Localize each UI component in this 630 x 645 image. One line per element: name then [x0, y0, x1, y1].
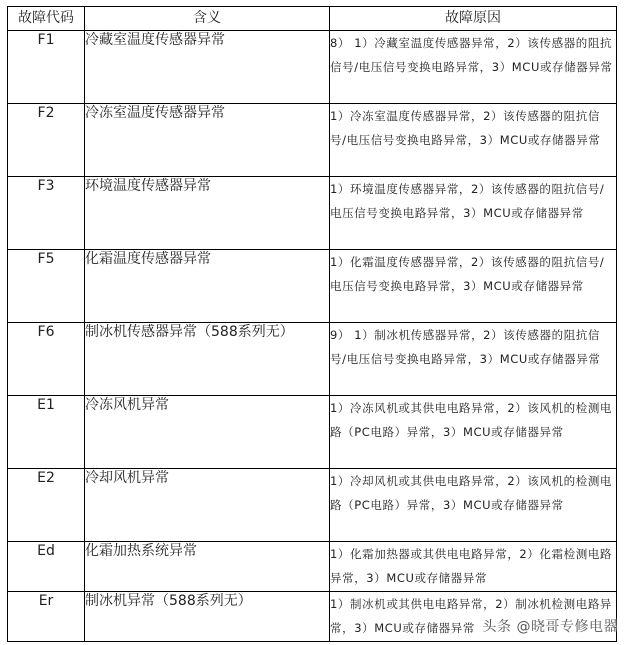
fault-meaning: 化霜加热系统异常	[85, 542, 330, 592]
fault-meaning: 环境温度传感器异常	[85, 177, 330, 250]
header-meaning: 含义	[85, 7, 330, 31]
fault-code: Ed	[8, 542, 85, 592]
table-row	[8, 177, 617, 250]
fault-cause: 9） 1）制冰机传感器异常，2）该传感器的阻抗信号/电压信号变换电路异常，3）MCU或存储器异常	[330, 323, 617, 396]
fault-meaning: 制冰机异常（588系列无）	[85, 592, 330, 642]
fault-cause: 8） 1）冷藏室温度传感器异常，2）该传感器的阻抗信号/电压信号变换电路异常，3）MCU或存储器异常	[330, 31, 617, 104]
table-row	[8, 250, 617, 323]
table-row	[8, 104, 617, 177]
table-row	[8, 542, 617, 592]
fault-meaning: 冷冻风机异常	[85, 396, 330, 469]
fault-code-table	[7, 6, 617, 642]
fault-code: Er	[8, 592, 85, 642]
fault-code: F5	[8, 250, 85, 323]
fault-cause: 1）冷却风机或其供电电路异常，2）该风机的检测电路（PC电路）异常，3）MCU或存储器异常	[330, 469, 617, 542]
fault-cause: 1）化霜加热器或其供电电路异常，2）化霜检测电路异常，3）MCU或存储器异常	[330, 542, 617, 592]
fault-code: F6	[8, 323, 85, 396]
table-row	[8, 323, 617, 396]
fault-meaning: 冷藏室温度传感器异常	[85, 31, 330, 104]
table-row	[8, 31, 617, 104]
header-cause: 故障原因	[330, 7, 617, 31]
fault-meaning: 化霜温度传感器异常	[85, 250, 330, 323]
fault-cause: 1）环境温度传感器异常，2）该传感器的阻抗信号/电压信号变换电路异常，3）MCU或存储器异常	[330, 177, 617, 250]
fault-meaning: 制冰机传感器异常（588系列无）	[85, 323, 330, 396]
fault-code: E2	[8, 469, 85, 542]
table-row	[8, 469, 617, 542]
fault-cause: 1）化霜温度传感器异常，2）该传感器的阻抗信号/电压信号变换电路异常，3）MCU或存储器异常	[330, 250, 617, 323]
fault-cause: 1）冷冻风机或其供电电路异常，2）该风机的检测电路（PC电路）异常，3）MCU或存储器异常	[330, 396, 617, 469]
fault-code: F1	[8, 31, 85, 104]
fault-meaning: 冷冻室温度传感器异常	[85, 104, 330, 177]
header-code: 故障代码	[8, 7, 85, 31]
fault-code: E1	[8, 396, 85, 469]
table-row	[8, 396, 617, 469]
watermark-text: 头条 @晓哥专修电器	[482, 619, 618, 635]
fault-cause: 1）制冰机或其供电电路异常，2）制冰机检测电路异常，3）MCU或存储器异常	[330, 592, 617, 642]
fault-meaning: 冷却风机异常	[85, 469, 330, 542]
fault-code: F2	[8, 104, 85, 177]
fault-cause: 1）冷冻室温度传感器异常，2）该传感器的阻抗信号/电压信号变换电路异常，3）MCU或存储器异常	[330, 104, 617, 177]
header-row	[8, 7, 617, 31]
fault-code: F3	[8, 177, 85, 250]
